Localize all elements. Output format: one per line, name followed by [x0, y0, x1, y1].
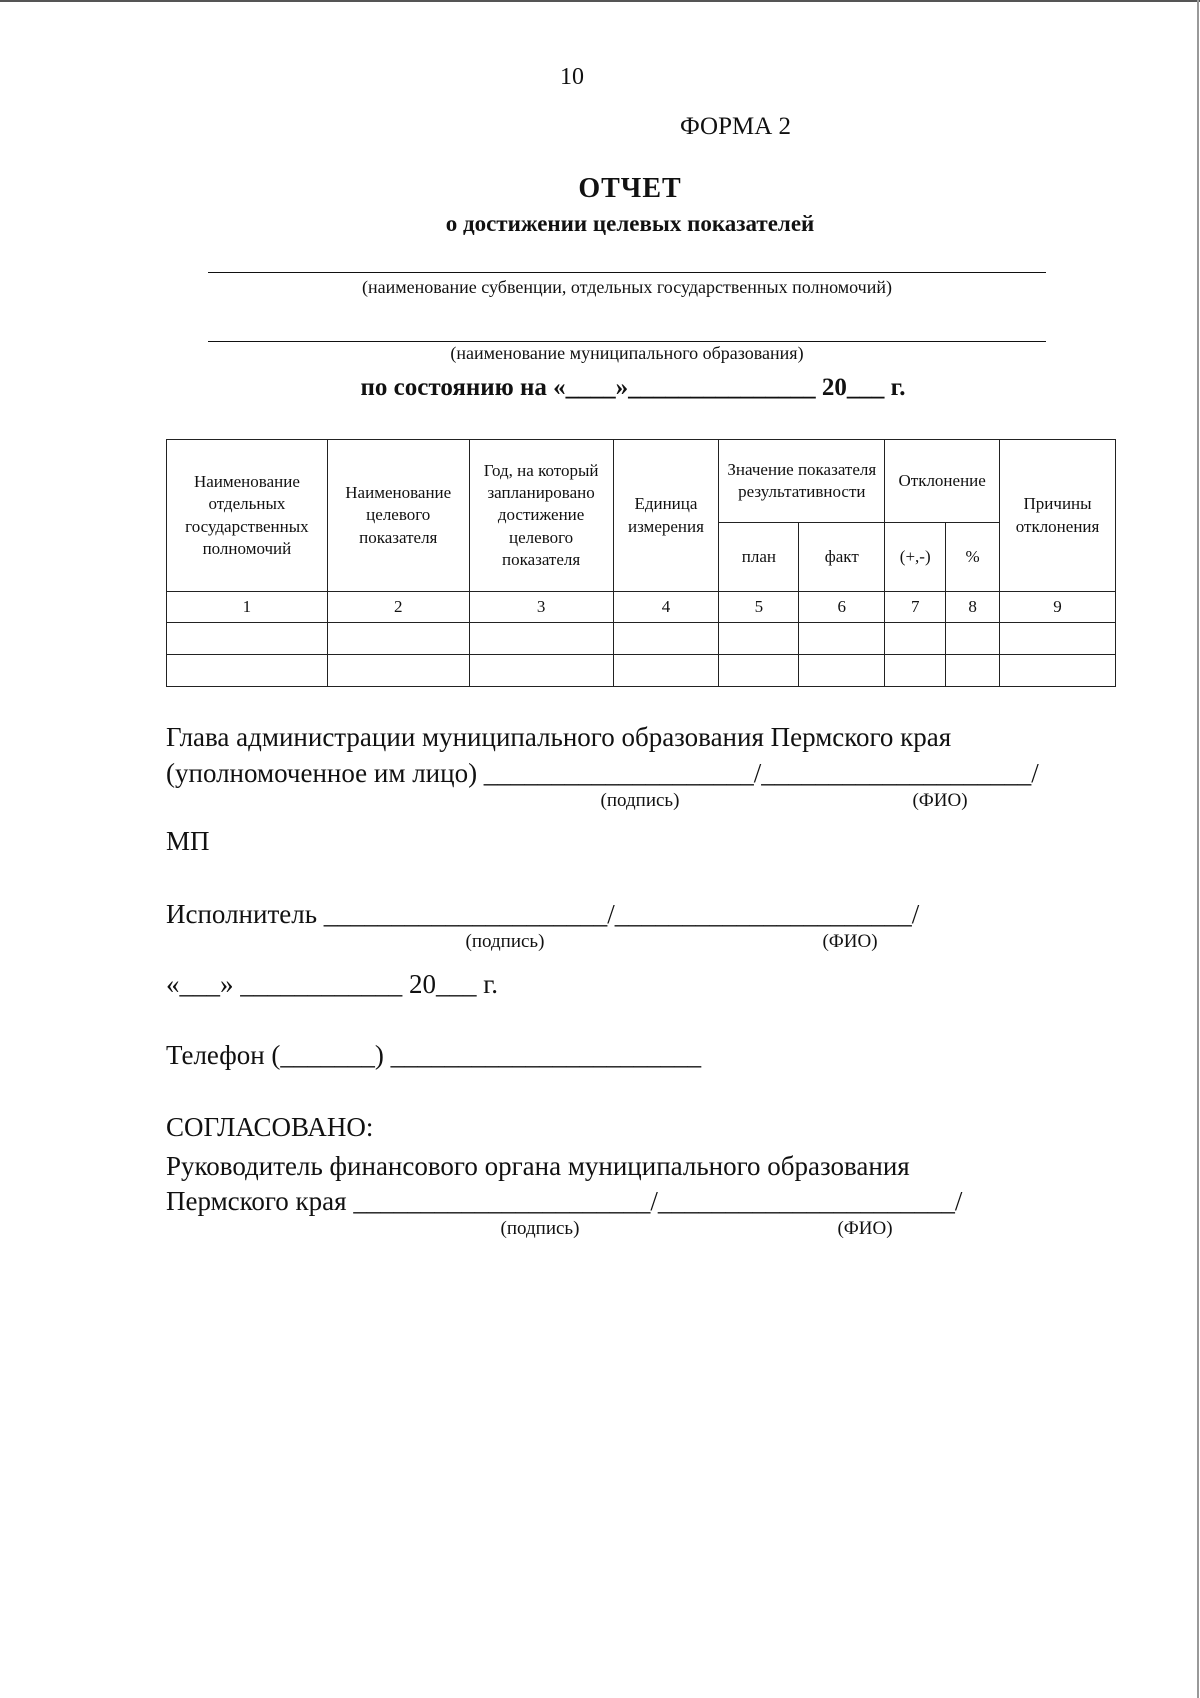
- as-of-date: по состоянию на «____»_______________ 20___ г.: [360, 374, 906, 401]
- table-cell[interactable]: [167, 655, 328, 687]
- table-row: [167, 623, 1116, 655]
- subvention-name-line: [208, 272, 1046, 273]
- column-number: 2: [327, 592, 469, 623]
- header-percent: %: [946, 523, 1000, 592]
- table-cell[interactable]: [946, 623, 1000, 655]
- header-fact: факт: [799, 523, 885, 592]
- table-cell[interactable]: [469, 623, 613, 655]
- finance-head-signature-line: Пермского края ______________________/______________________/: [166, 1186, 963, 1216]
- header-value-group: Значение показателя результативности: [719, 440, 885, 523]
- fio-caption: (ФИО): [822, 931, 878, 952]
- table-cell[interactable]: [885, 623, 946, 655]
- column-number: 1: [167, 592, 328, 623]
- table-cell[interactable]: [613, 655, 719, 687]
- table-cell[interactable]: [885, 655, 946, 687]
- column-number: 8: [946, 592, 1000, 623]
- column-number: 4: [613, 592, 719, 623]
- indicators-table: [166, 439, 1116, 687]
- table-cell[interactable]: [167, 623, 328, 655]
- column-number-row: [167, 592, 1116, 623]
- table-cell[interactable]: [327, 655, 469, 687]
- scan-right-edge: [1197, 0, 1199, 1698]
- table-cell[interactable]: [469, 655, 613, 687]
- finance-head-title: Руководитель финансового органа муниципального образования: [166, 1151, 910, 1181]
- signature-caption: (подпись): [500, 1218, 580, 1239]
- head-admin-signature-line: (уполномоченное им лицо) ____________________/____________________/: [166, 758, 1039, 788]
- head-admin-title: Глава администрации муниципального образования Пермского края: [166, 722, 952, 752]
- report-subtitle: о достижении целевых показателей: [445, 211, 815, 236]
- column-number: 6: [799, 592, 885, 623]
- column-number: 3: [469, 592, 613, 623]
- table-cell[interactable]: [719, 655, 799, 687]
- column-number: 7: [885, 592, 946, 623]
- column-number: 5: [719, 592, 799, 623]
- table-cell[interactable]: [799, 655, 885, 687]
- header-indicator: Наименование целевого показателя: [327, 440, 469, 592]
- table-cell[interactable]: [327, 623, 469, 655]
- header-plan: план: [719, 523, 799, 592]
- fio-caption: (ФИО): [837, 1218, 893, 1239]
- table-cell[interactable]: [1000, 655, 1116, 687]
- header-deviation-group: Отклонение: [885, 440, 1000, 523]
- table-cell[interactable]: [946, 655, 1000, 687]
- phone-line: Телефон (_______) _______________________: [166, 1040, 702, 1070]
- header-reasons: Причины отклонения: [1000, 440, 1116, 592]
- municipality-name-line: [208, 341, 1046, 342]
- table-row: [167, 655, 1116, 687]
- table-cell[interactable]: [613, 623, 719, 655]
- form-label: ФОРМА 2: [680, 113, 792, 140]
- table-cell[interactable]: [719, 623, 799, 655]
- report-title: ОТЧЕТ: [578, 173, 682, 204]
- signature-caption: (подпись): [465, 931, 545, 952]
- table-cell[interactable]: [799, 623, 885, 655]
- fio-caption: (ФИО): [912, 790, 968, 811]
- municipality-name-caption: (наименование муниципального образования): [450, 343, 804, 363]
- signature-caption: (подпись): [600, 790, 680, 811]
- date-line: «___» ____________ 20___ г.: [166, 969, 499, 999]
- header-powers: Наименование отдельных государственных полномочий: [167, 440, 328, 592]
- agreed-heading: СОГЛАСОВАНО:: [166, 1112, 374, 1142]
- page-number: 10: [560, 64, 584, 90]
- table-cell[interactable]: [1000, 623, 1116, 655]
- header-unit: Единица измерения: [613, 440, 719, 592]
- header-year: Год, на который запланировано достижение целевого показателя: [469, 440, 613, 592]
- subvention-name-caption: (наименование субвенции, отдельных государственных полномочий): [362, 277, 892, 297]
- header-plus-minus: (+,-): [885, 523, 946, 592]
- stamp-place: МП: [166, 826, 210, 856]
- column-number: 9: [1000, 592, 1116, 623]
- executor-signature-line: Исполнитель _____________________/______________________/: [166, 899, 920, 929]
- scan-top-edge: [0, 0, 1200, 2]
